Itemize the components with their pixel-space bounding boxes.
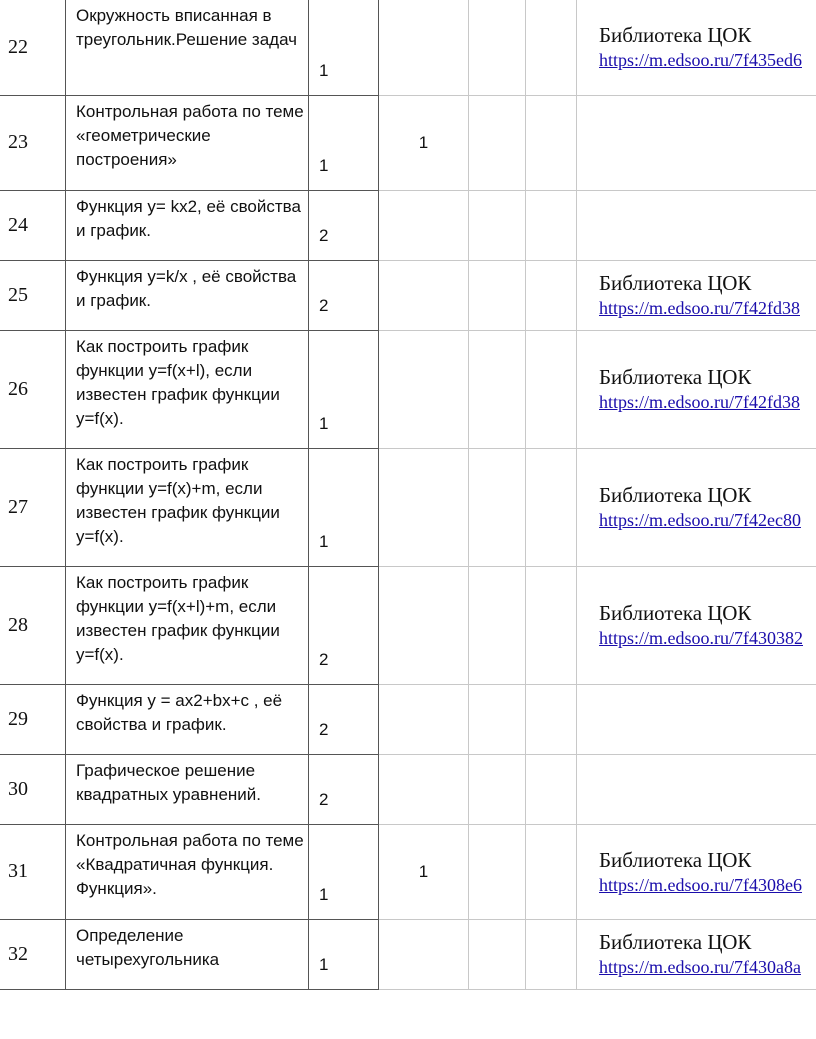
study-date	[526, 448, 577, 566]
resource-title: Библиотека ЦОК	[599, 23, 752, 48]
lesson-hours: 1	[309, 95, 379, 190]
table-row	[0, 684, 816, 754]
practical-works	[469, 0, 526, 95]
lesson-number: 26	[0, 330, 66, 448]
lesson-topic: Как построить график функции y=f(x+l)+m, если известен график функции y=f(x).	[66, 566, 309, 684]
table-row	[0, 566, 816, 684]
digital-resource	[577, 824, 816, 919]
digital-resource	[577, 754, 816, 824]
lesson-topic: Окружность вписанная в треугольник.Решение задач	[66, 0, 309, 95]
lesson-number: 25	[0, 260, 66, 330]
lesson-hours: 2	[309, 684, 379, 754]
resource-title: Библиотека ЦОК	[599, 483, 752, 507]
control-works	[379, 190, 469, 260]
practical-works	[469, 448, 526, 566]
lesson-number: 28	[0, 566, 66, 684]
resource-link[interactable]: https://m.edsoo.ru/7f42fd38	[599, 298, 800, 318]
table-row	[0, 919, 816, 989]
study-date	[526, 684, 577, 754]
table-row	[0, 260, 816, 330]
digital-resource	[577, 260, 816, 330]
study-date	[526, 566, 577, 684]
lesson-topic: Контрольная работа по теме «Квадратичная функция. Функция».	[66, 824, 309, 919]
lesson-hours: 1	[309, 919, 379, 989]
digital-resource	[577, 919, 816, 989]
control-works	[379, 0, 469, 95]
study-date	[526, 95, 577, 190]
lesson-topic: Как построить график функции y=f(x)+m, если известен график функции y=f(x).	[66, 448, 309, 566]
control-works	[379, 919, 469, 989]
practical-works	[469, 330, 526, 448]
lesson-number: 27	[0, 448, 66, 566]
digital-resource	[577, 0, 816, 95]
practical-works	[469, 684, 526, 754]
lesson-hours: 2	[309, 260, 379, 330]
lesson-topic: Контрольная работа по теме «геометрические построения»	[66, 95, 309, 190]
study-date	[526, 754, 577, 824]
lesson-hours: 2	[309, 754, 379, 824]
lesson-topic: Как построить график функции y=f(x+l), если известен график функции y=f(x).	[66, 330, 309, 448]
resource-title: Библиотека ЦОК	[599, 365, 752, 389]
digital-resource	[577, 95, 816, 190]
resource-link[interactable]: https://m.edsoo.ru/7f42ec80	[599, 510, 801, 530]
resource-link[interactable]: https://m.edsoo.ru/7f430a8a	[599, 957, 801, 977]
practical-works	[469, 190, 526, 260]
digital-resource	[577, 684, 816, 754]
lesson-hours: 1	[309, 0, 379, 95]
lesson-hours: 2	[309, 190, 379, 260]
resource-link[interactable]: https://m.edsoo.ru/7f4308e6	[599, 874, 802, 895]
lesson-number: 31	[0, 824, 66, 919]
resource-title: Библиотека ЦОК	[599, 271, 752, 295]
control-works	[379, 684, 469, 754]
practical-works	[469, 566, 526, 684]
lesson-number: 22	[0, 0, 66, 95]
resource-title: Библиотека ЦОК	[599, 930, 752, 954]
control-works: 1	[379, 824, 469, 919]
table-row	[0, 824, 816, 919]
control-works	[379, 448, 469, 566]
table-row	[0, 448, 816, 566]
control-works	[379, 566, 469, 684]
practical-works	[469, 260, 526, 330]
digital-resource	[577, 330, 816, 448]
lesson-topic: Функция y= kx2, её свойства и график.	[66, 190, 309, 260]
resource-link[interactable]: https://m.edsoo.ru/7f42fd38	[599, 392, 800, 412]
digital-resource	[577, 566, 816, 684]
lesson-number: 32	[0, 919, 66, 989]
lesson-topic: Графическое решение квадратных уравнений.	[66, 754, 309, 824]
study-date	[526, 260, 577, 330]
practical-works	[469, 95, 526, 190]
table-row	[0, 330, 816, 448]
study-date	[526, 0, 577, 95]
practical-works	[469, 919, 526, 989]
lesson-hours: 1	[309, 330, 379, 448]
resource-title: Библиотека ЦОК	[599, 601, 752, 625]
study-date	[526, 824, 577, 919]
resource-link[interactable]: https://m.edsoo.ru/7f435ed6	[599, 50, 802, 71]
digital-resource	[577, 190, 816, 260]
lesson-topic: Функция y=k/x , её свойства и график.	[66, 260, 309, 330]
study-date	[526, 919, 577, 989]
control-works	[379, 330, 469, 448]
table-row	[0, 95, 816, 190]
lesson-hours: 2	[309, 566, 379, 684]
table-row	[0, 754, 816, 824]
lesson-hours: 1	[309, 448, 379, 566]
study-date	[526, 190, 577, 260]
practical-works	[469, 754, 526, 824]
lesson-number: 23	[0, 95, 66, 190]
lesson-topic: Определение четырехугольника	[66, 919, 309, 989]
study-date	[526, 330, 577, 448]
digital-resource	[577, 448, 816, 566]
control-works: 1	[379, 95, 469, 190]
control-works	[379, 754, 469, 824]
lesson-number: 24	[0, 190, 66, 260]
control-works	[379, 260, 469, 330]
table-row	[0, 0, 816, 95]
lesson-topic: Функция y = ax2+bx+c , её свойства и график.	[66, 684, 309, 754]
resource-title: Библиотека ЦОК	[599, 847, 752, 872]
lesson-hours: 1	[309, 824, 379, 919]
table-row	[0, 190, 816, 260]
lesson-number: 29	[0, 684, 66, 754]
lesson-number: 30	[0, 754, 66, 824]
resource-link[interactable]: https://m.edsoo.ru/7f430382	[599, 628, 803, 648]
practical-works	[469, 824, 526, 919]
